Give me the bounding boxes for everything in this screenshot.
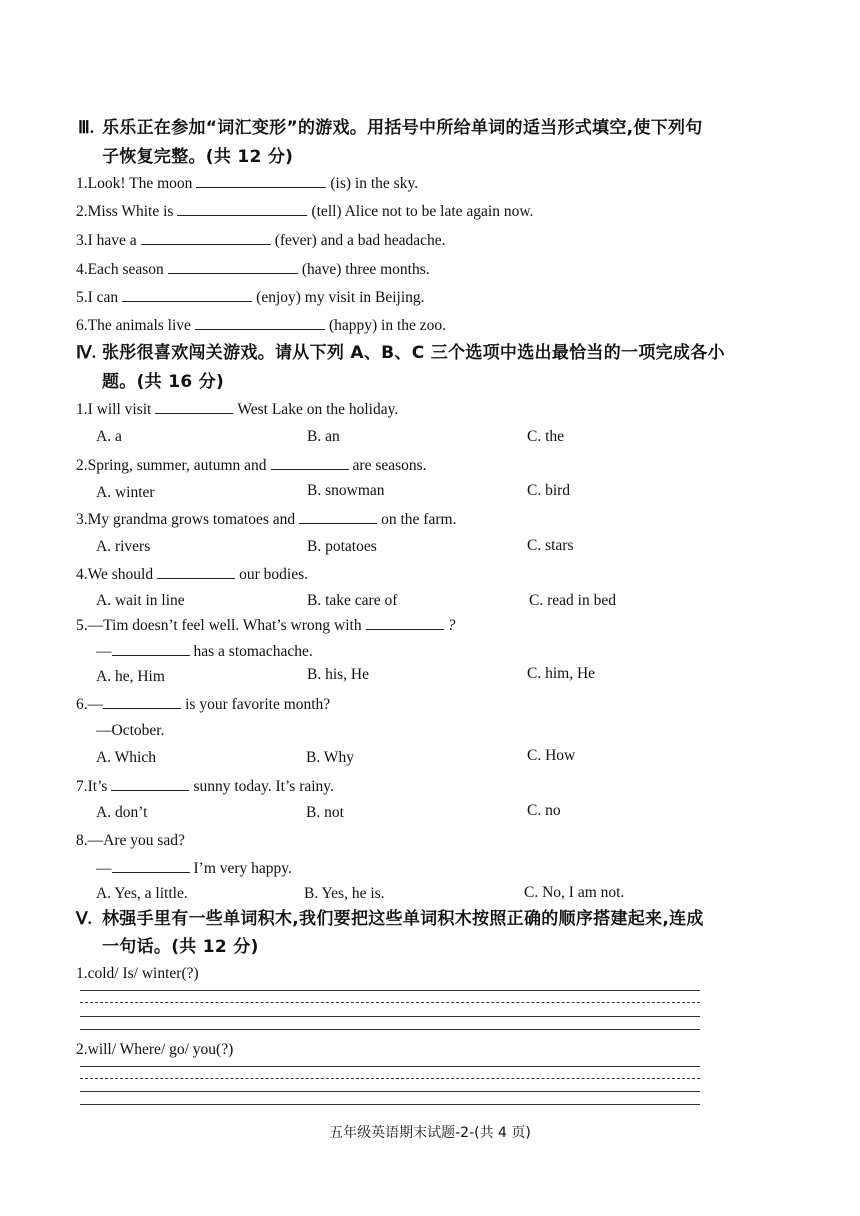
section-3-title-line1: 乐乐正在参加“词汇变形”的游戏。用括号中所给单词的适当形式填空,使下列句: [102, 118, 703, 138]
answer-blank[interactable]: [112, 641, 190, 656]
option-c[interactable]: C. No, I am not.: [524, 884, 625, 901]
answer-blank[interactable]: [111, 776, 189, 791]
option-a[interactable]: A. winter: [96, 484, 155, 501]
page-footer: 五年级英语期末试题-2-(共 4 页): [329, 1125, 531, 1141]
writing-line[interactable]: [80, 1066, 700, 1067]
question-number: 7.: [76, 778, 88, 795]
item-number: 3.: [76, 232, 88, 249]
question-text-before: I will visit: [87, 401, 152, 418]
dash: —: [96, 860, 112, 877]
dash: —: [96, 643, 112, 660]
question-text-after: sunny today. It’s rainy.: [193, 778, 334, 795]
item-number: 1.: [76, 175, 88, 192]
option-b[interactable]: B. Why: [306, 749, 354, 766]
s4-question-7: [76, 776, 334, 797]
s3-item-4: [76, 259, 430, 280]
item-text-before: Look! The moon: [87, 175, 193, 192]
question-text-after: has a stomachache.: [193, 643, 313, 660]
word-blocks: will/ Where/ go/ you(?): [87, 1041, 234, 1058]
option-b[interactable]: B. an: [307, 428, 340, 445]
option-a[interactable]: A. Yes, a little.: [96, 885, 188, 902]
question-number: 4.: [76, 566, 88, 583]
s3-item-6: [76, 315, 446, 336]
option-b[interactable]: B. not: [306, 804, 344, 821]
item-number: 2.: [76, 1041, 88, 1058]
answer-blank[interactable]: [299, 509, 377, 524]
question-text: —Are you sad?: [87, 832, 185, 849]
item-text-after: (have) three months.: [301, 261, 430, 278]
section-4-numeral: Ⅳ.: [76, 343, 96, 362]
option-b[interactable]: B. Yes, he is.: [304, 885, 385, 902]
question-text-before: We should: [87, 566, 154, 583]
s4-question-8: [76, 831, 185, 851]
s4-question-6: [76, 694, 330, 715]
answer-blank[interactable]: [155, 399, 233, 414]
word-blocks: cold/ Is/ winter(?): [87, 965, 199, 982]
item-text-before: The animals live: [87, 317, 191, 334]
option-b[interactable]: B. potatoes: [307, 538, 377, 555]
option-a[interactable]: A. don’t: [96, 804, 148, 821]
s5-item-1: [76, 964, 199, 984]
section-3-numeral: Ⅲ.: [78, 118, 94, 137]
option-a[interactable]: A. a: [96, 428, 122, 445]
option-a[interactable]: A. he, Him: [96, 668, 165, 685]
question-text-before: It’s: [87, 778, 108, 795]
option-c[interactable]: C. no: [527, 802, 561, 819]
s5-item-2: [76, 1040, 233, 1060]
answer-blank[interactable]: [195, 315, 325, 330]
question-text-after: on the farm.: [381, 511, 457, 528]
s4-question-2: [76, 455, 427, 476]
answer-blank[interactable]: [271, 455, 349, 470]
option-a[interactable]: A. rivers: [96, 538, 151, 555]
writing-line[interactable]: [80, 1016, 700, 1017]
writing-line[interactable]: [80, 1002, 700, 1003]
option-c[interactable]: C. stars: [527, 537, 574, 554]
writing-line[interactable]: [80, 990, 700, 991]
writing-line[interactable]: [80, 1029, 700, 1030]
question-text-before: —Tim doesn’t feel well. What’s wrong with: [87, 617, 362, 634]
option-c[interactable]: C. bird: [527, 482, 571, 499]
answer-blank[interactable]: [112, 858, 190, 873]
section-4-title-line1: 张彤很喜欢闯关游戏。请从下列 A、B、C 三个选项中选出最恰当的一项完成各小: [102, 343, 725, 363]
item-text-before: I have a: [87, 232, 137, 249]
option-b[interactable]: B. snowman: [307, 482, 385, 499]
answer-blank[interactable]: [103, 694, 181, 709]
section-3-title-line2: 子恢复完整。(共 12 分): [102, 147, 294, 167]
answer-blank[interactable]: [196, 173, 326, 188]
s4-question-3: [76, 509, 456, 530]
s4-question-5-line2: [96, 641, 313, 662]
option-a[interactable]: A. wait in line: [96, 592, 185, 609]
s4-question-1: [76, 399, 398, 420]
item-text-before: Miss White is: [87, 203, 174, 220]
question-text-after: I’m very happy.: [193, 860, 292, 877]
option-c[interactable]: C. the: [527, 428, 565, 445]
answer-blank[interactable]: [177, 201, 307, 216]
question-number: 2.: [76, 457, 88, 474]
section-5-title-line1: 林强手里有一些单词积木,我们要把这些单词积木按照正确的顺序搭建起来,连成: [102, 909, 704, 929]
writing-line[interactable]: [80, 1078, 700, 1079]
option-a[interactable]: A. Which: [96, 749, 156, 766]
question-text-after: West Lake on the holiday.: [237, 401, 399, 418]
item-text-after: (is) in the sky.: [330, 175, 419, 192]
question-text-after: ?: [447, 617, 456, 634]
question-text-before: My grandma grows tomatoes and: [87, 511, 296, 528]
option-b[interactable]: B. his, He: [307, 666, 369, 683]
option-c[interactable]: C. him, He: [527, 665, 596, 682]
question-text-before: Spring, summer, autumn and: [87, 457, 267, 474]
answer-blank[interactable]: [141, 230, 271, 245]
section-5-title-line2: 一句话。(共 12 分): [102, 937, 259, 957]
item-text-after: (enjoy) my visit in Beijing.: [256, 289, 425, 306]
question-text-after: are seasons.: [352, 457, 427, 474]
question-number: 1.: [76, 401, 88, 418]
section-5-numeral: Ⅴ.: [76, 909, 92, 928]
item-number: 6.: [76, 317, 88, 334]
s4-question-6-line2: —October.: [96, 722, 165, 739]
item-number: 4.: [76, 261, 88, 278]
dash: —: [87, 696, 104, 713]
writing-line[interactable]: [80, 1104, 700, 1105]
item-number: 1.: [76, 965, 88, 982]
item-text-after: (happy) in the zoo.: [328, 317, 447, 334]
item-number: 5.: [76, 289, 88, 306]
question-number: 3.: [76, 511, 88, 528]
question-number: 5.: [76, 617, 88, 634]
writing-line[interactable]: [80, 1091, 700, 1092]
s3-item-3: [76, 230, 446, 251]
section-4-title-line2: 题。(共 16 分): [102, 372, 225, 392]
question-text-after: is your favorite month?: [185, 696, 331, 713]
s4-question-8-line2: [96, 858, 292, 879]
item-text-after: (tell) Alice not to be late again now.: [311, 203, 534, 220]
item-text-before: Each season: [87, 261, 164, 278]
s3-item-1: [76, 173, 418, 194]
answer-blank[interactable]: [157, 564, 235, 579]
item-number: 2.: [76, 203, 88, 220]
option-b[interactable]: B. take care of: [307, 592, 398, 609]
option-c[interactable]: C. read in bed: [529, 592, 616, 609]
item-text-after: (fever) and a bad headache.: [274, 232, 446, 249]
item-text-before: I can: [87, 289, 119, 306]
s4-question-5: [76, 615, 455, 636]
answer-blank[interactable]: [168, 259, 298, 274]
answer-blank[interactable]: [122, 287, 252, 302]
question-number: 8.: [76, 832, 88, 849]
option-c[interactable]: C. How: [527, 747, 576, 764]
answer-blank[interactable]: [366, 615, 444, 630]
s3-item-2: [76, 201, 533, 222]
question-number: 6.: [76, 696, 88, 713]
s3-item-5: [76, 287, 425, 308]
s4-question-4: [76, 564, 308, 585]
question-text-after: our bodies.: [239, 566, 308, 583]
